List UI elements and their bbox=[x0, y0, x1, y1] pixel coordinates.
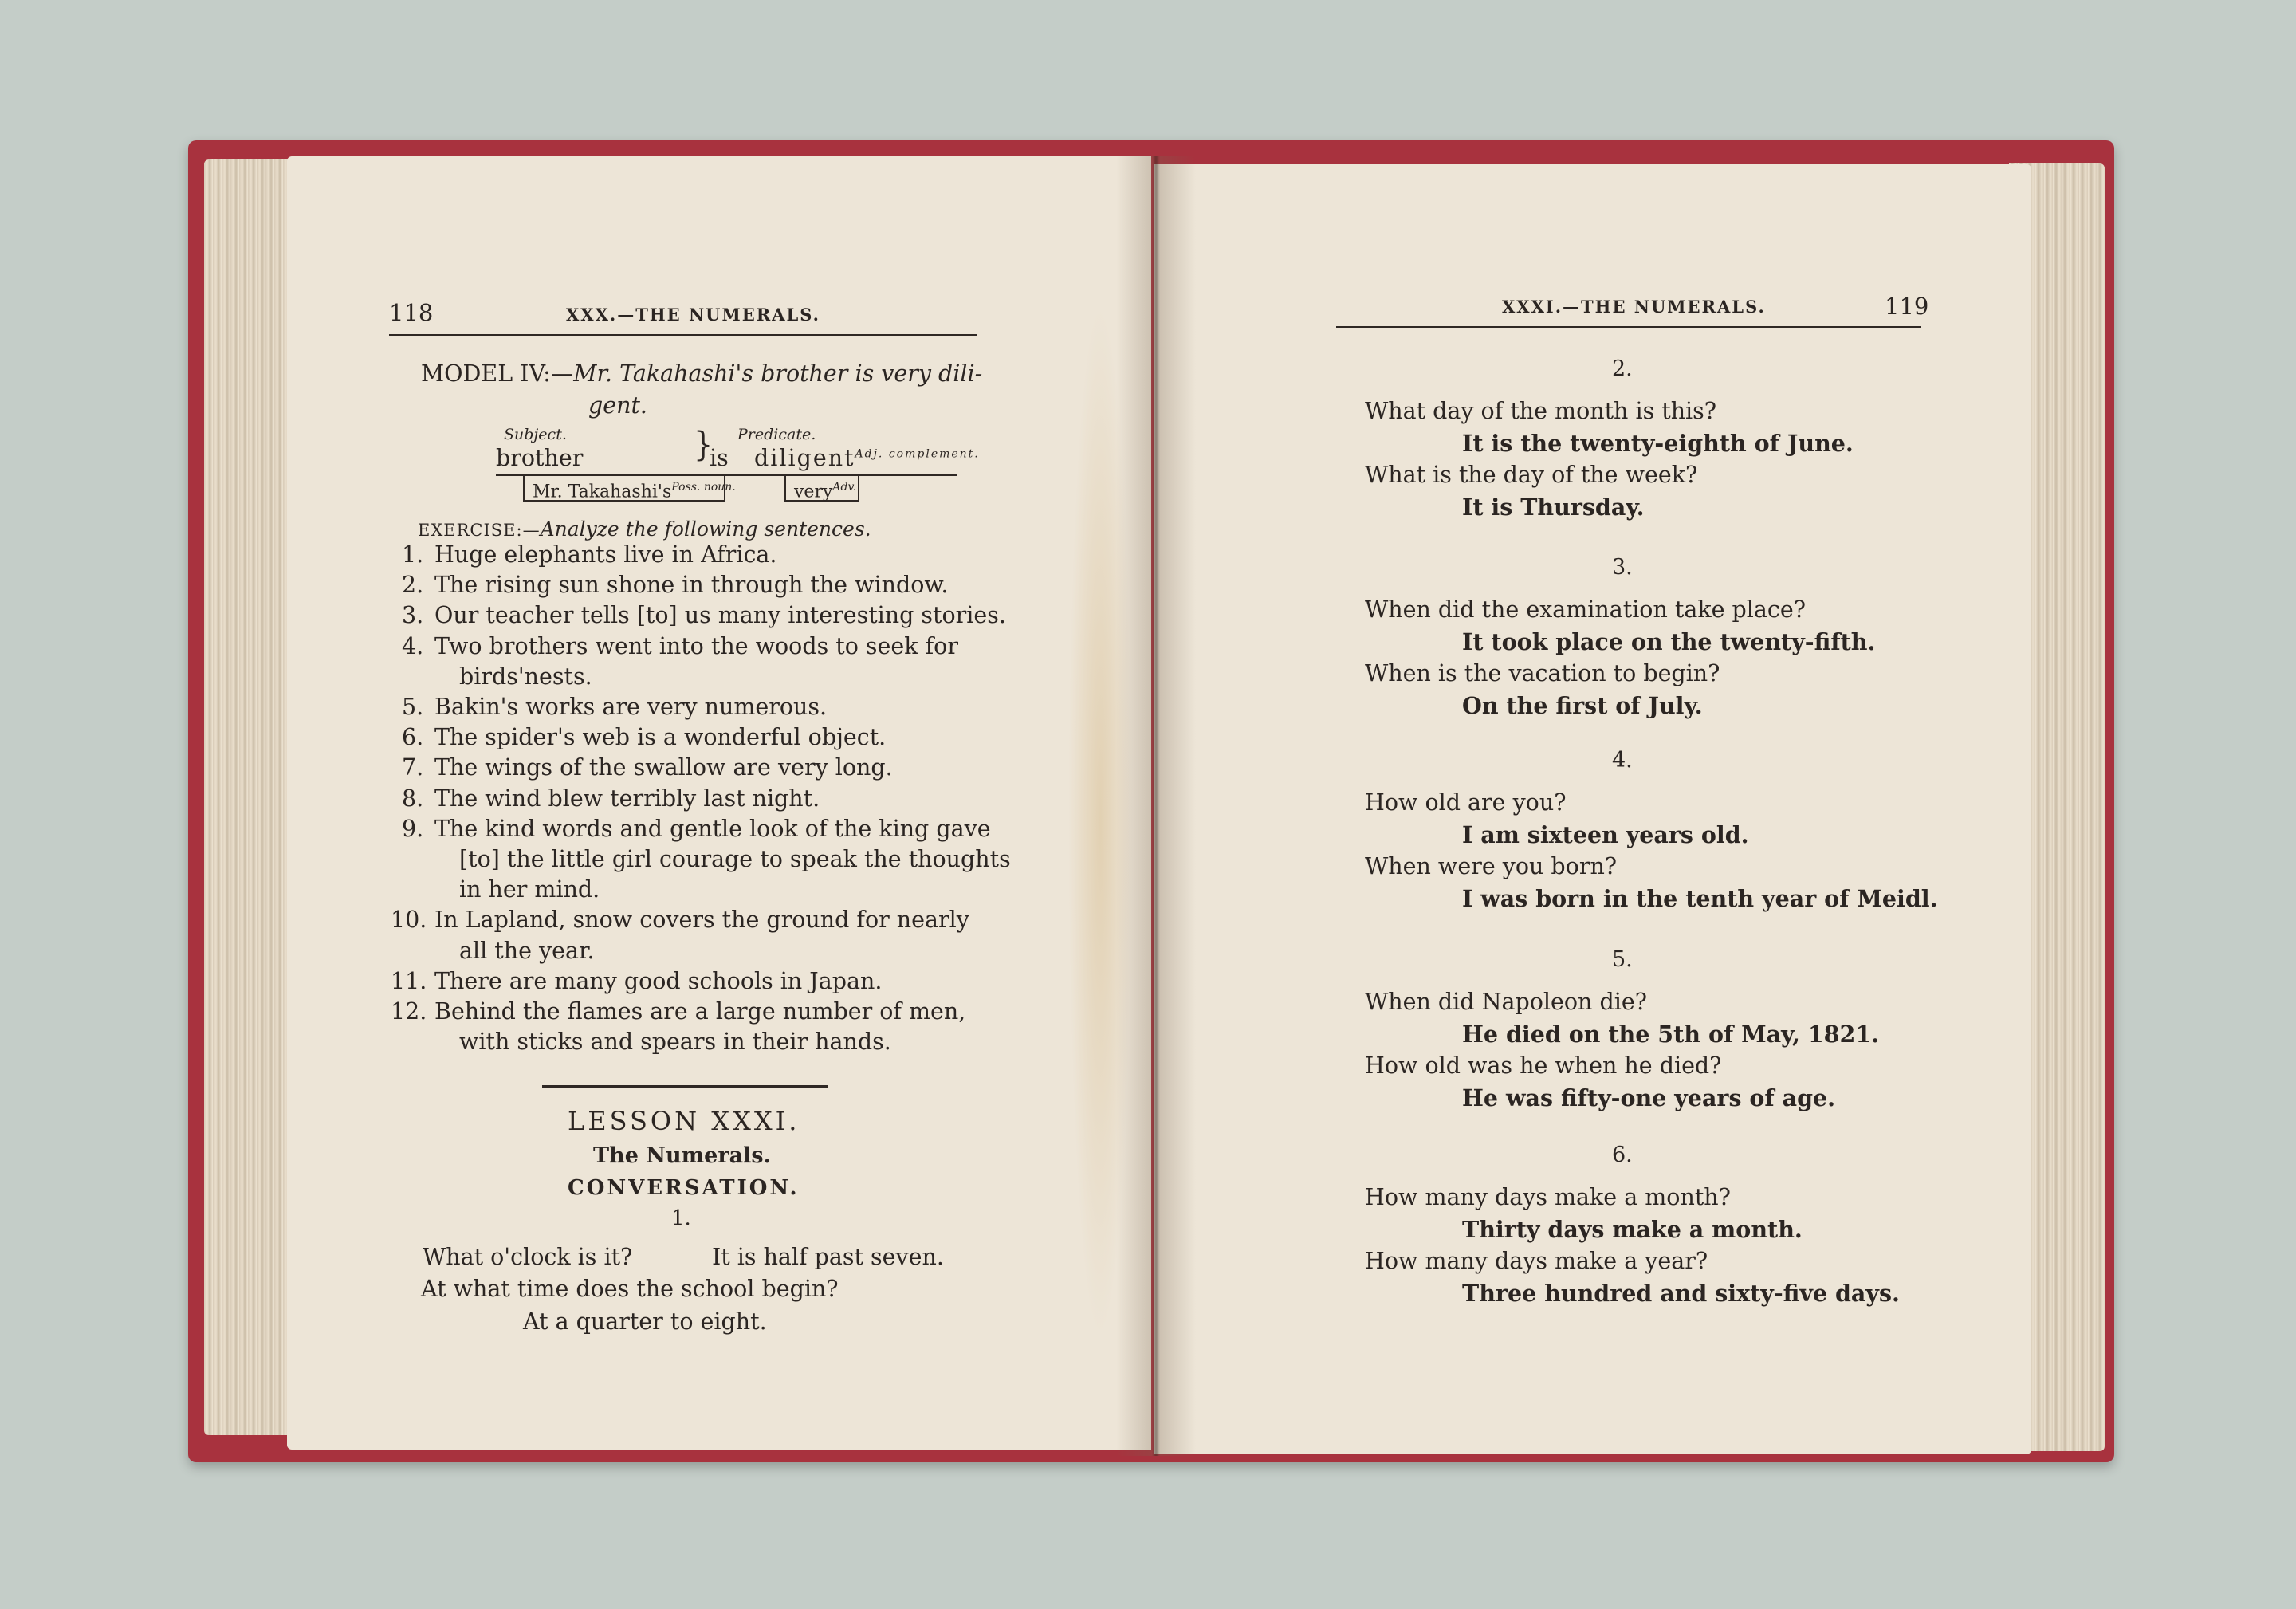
page-edges-left bbox=[204, 159, 300, 1435]
modifier-2-tag: Adv. bbox=[832, 481, 857, 494]
sentence-number: 8. bbox=[402, 785, 424, 812]
sentence-text: The kind words and gentle look of the king gave bbox=[434, 815, 991, 842]
conversation-question: When did Napoleon die? bbox=[1365, 989, 1647, 1015]
conversation-question: How many days make a year? bbox=[1365, 1248, 1708, 1274]
conversation-question: How many days make a month? bbox=[1365, 1184, 1731, 1210]
diagram-subject: brother bbox=[496, 445, 584, 471]
sentence-text: The wings of the swallow are very long. bbox=[434, 754, 893, 781]
sentence-number: 4. bbox=[402, 632, 424, 659]
sentence-text: In Lapland, snow covers the ground for nearly bbox=[434, 907, 969, 934]
conversation-question: When is the vacation to begin? bbox=[1365, 660, 1720, 686]
sentence-number: 6. bbox=[402, 724, 424, 751]
sentence-number: 1. bbox=[402, 541, 424, 568]
model-line-1 bbox=[421, 360, 983, 387]
conversation-answer: On the first of July. bbox=[1462, 692, 1703, 719]
diagram-complement bbox=[754, 447, 980, 470]
conversation-question: How old are you? bbox=[1365, 789, 1567, 816]
section-number: 2. bbox=[1612, 356, 1633, 381]
conversation-question: When did the examination take place? bbox=[1365, 596, 1806, 623]
sentence-number: 10. bbox=[391, 907, 427, 934]
left-running-head: XXX.—THE NUMERALS. bbox=[566, 305, 820, 325]
lesson-divider bbox=[542, 1085, 828, 1088]
sentence-text: [to] the little girl courage to speak the thoughts bbox=[459, 846, 1011, 872]
sentence-text: birds'nests. bbox=[459, 663, 592, 690]
conversation-answer: Thirty days make a month. bbox=[1462, 1216, 1803, 1243]
conversation-question: What is the day of the week? bbox=[1365, 462, 1698, 488]
sentence-text: with sticks and spears in their hands. bbox=[459, 1029, 891, 1056]
modifier-2-word: very bbox=[794, 482, 833, 502]
section-number: 3. bbox=[1612, 555, 1633, 580]
conversation-answer: I was born in the tenth year of Meidl. bbox=[1462, 885, 1938, 912]
left-page-number: 118 bbox=[389, 299, 434, 326]
book-gutter bbox=[1116, 156, 1196, 1456]
diagram-verb: is bbox=[710, 445, 729, 471]
complement-tag: Adj. complement. bbox=[855, 447, 980, 461]
sentence-text: in her mind. bbox=[459, 876, 600, 903]
conversation-question: What day of the month is this? bbox=[1365, 398, 1717, 424]
sentence-text: all the year. bbox=[459, 937, 595, 964]
conversation-answer: It is Thursday. bbox=[1462, 494, 1645, 521]
sentence-text: Huge elephants live in Africa. bbox=[434, 541, 777, 568]
left-header-rule bbox=[389, 334, 977, 336]
diagram-modifier-1 bbox=[533, 482, 736, 501]
sentence-text: Behind the flames are a large number of men, bbox=[434, 998, 966, 1025]
model-label: MODEL IV:— bbox=[421, 360, 574, 387]
conversation-answer: He died on the 5th of May, 1821. bbox=[1462, 1021, 1880, 1048]
sentence-number: 5. bbox=[402, 694, 424, 720]
section-number: 5. bbox=[1612, 947, 1633, 972]
predicate-label: Predicate. bbox=[737, 426, 816, 443]
sentence-number: 3. bbox=[402, 602, 424, 629]
conversation-answer: It is the twenty-eighth of June. bbox=[1462, 430, 1854, 457]
conversation-part-1: 1. bbox=[671, 1206, 691, 1230]
conv1-question-1: What o'clock is it? bbox=[423, 1244, 633, 1270]
model-sentence-1: Mr. Takahashi's brother is very dili- bbox=[573, 360, 983, 387]
diagram-modifier-2 bbox=[794, 482, 856, 501]
exercise-line bbox=[418, 519, 871, 539]
conversation-question: When were you born? bbox=[1365, 853, 1618, 879]
complement-word: diligent bbox=[754, 445, 855, 471]
lesson-subtitle: The Numerals. bbox=[593, 1143, 771, 1168]
sentence-text: The wind blew terribly last night. bbox=[434, 785, 820, 812]
sentence-text: The rising sun shone in through the window. bbox=[434, 572, 949, 599]
exercise-label: EXERCISE:— bbox=[418, 521, 541, 540]
sentence-number: 12. bbox=[391, 998, 427, 1025]
sentence-text: The spider's web is a wonderful object. bbox=[434, 724, 887, 751]
section-number: 4. bbox=[1612, 748, 1633, 773]
right-header-rule bbox=[1336, 326, 1921, 328]
sentence-number: 7. bbox=[402, 754, 424, 781]
conversation-answer: I am sixteen years old. bbox=[1462, 821, 1749, 848]
conversation-question: How old was he when he died? bbox=[1365, 1052, 1722, 1079]
brace-glyph: } bbox=[694, 424, 714, 464]
conversation-heading: CONVERSATION. bbox=[568, 1176, 800, 1200]
conversation-answer: He was fifty-one years of age. bbox=[1462, 1084, 1836, 1111]
exercise-instruction: Analyze the following sentences. bbox=[540, 517, 871, 541]
modifier-1-word: Mr. Takahashi's bbox=[533, 482, 672, 502]
conv1-question-2: At what time does the school begin? bbox=[421, 1276, 839, 1302]
conv1-answer-2: At a quarter to eight. bbox=[523, 1308, 767, 1335]
conversation-answer: Three hundred and sixty-five days. bbox=[1462, 1280, 1900, 1307]
modifier-1-tag: Poss. noun. bbox=[671, 481, 736, 494]
conv1-answer-1: It is half past seven. bbox=[712, 1244, 944, 1270]
sentence-text: Bakin's works are very numerous. bbox=[434, 694, 828, 720]
right-running-head: XXXI.—THE NUMERALS. bbox=[1502, 297, 1766, 317]
subject-label: Subject. bbox=[504, 426, 567, 443]
sentence-text: Two brothers went into the woods to seek for bbox=[434, 632, 958, 659]
conversation-answer: It took place on the twenty-fifth. bbox=[1462, 628, 1876, 655]
sentence-number: 9. bbox=[402, 815, 424, 842]
sentence-number: 2. bbox=[402, 572, 424, 599]
sentence-number: 11. bbox=[391, 967, 427, 994]
sentence-text: There are many good schools in Japan. bbox=[434, 967, 883, 994]
sentence-text: Our teacher tells [to] us many interesting stories. bbox=[434, 602, 1006, 629]
lesson-title: LESSON XXXI. bbox=[568, 1106, 800, 1136]
right-page-number: 119 bbox=[1885, 293, 1929, 320]
section-number: 6. bbox=[1612, 1143, 1633, 1167]
model-sentence-2: gent. bbox=[588, 392, 647, 419]
